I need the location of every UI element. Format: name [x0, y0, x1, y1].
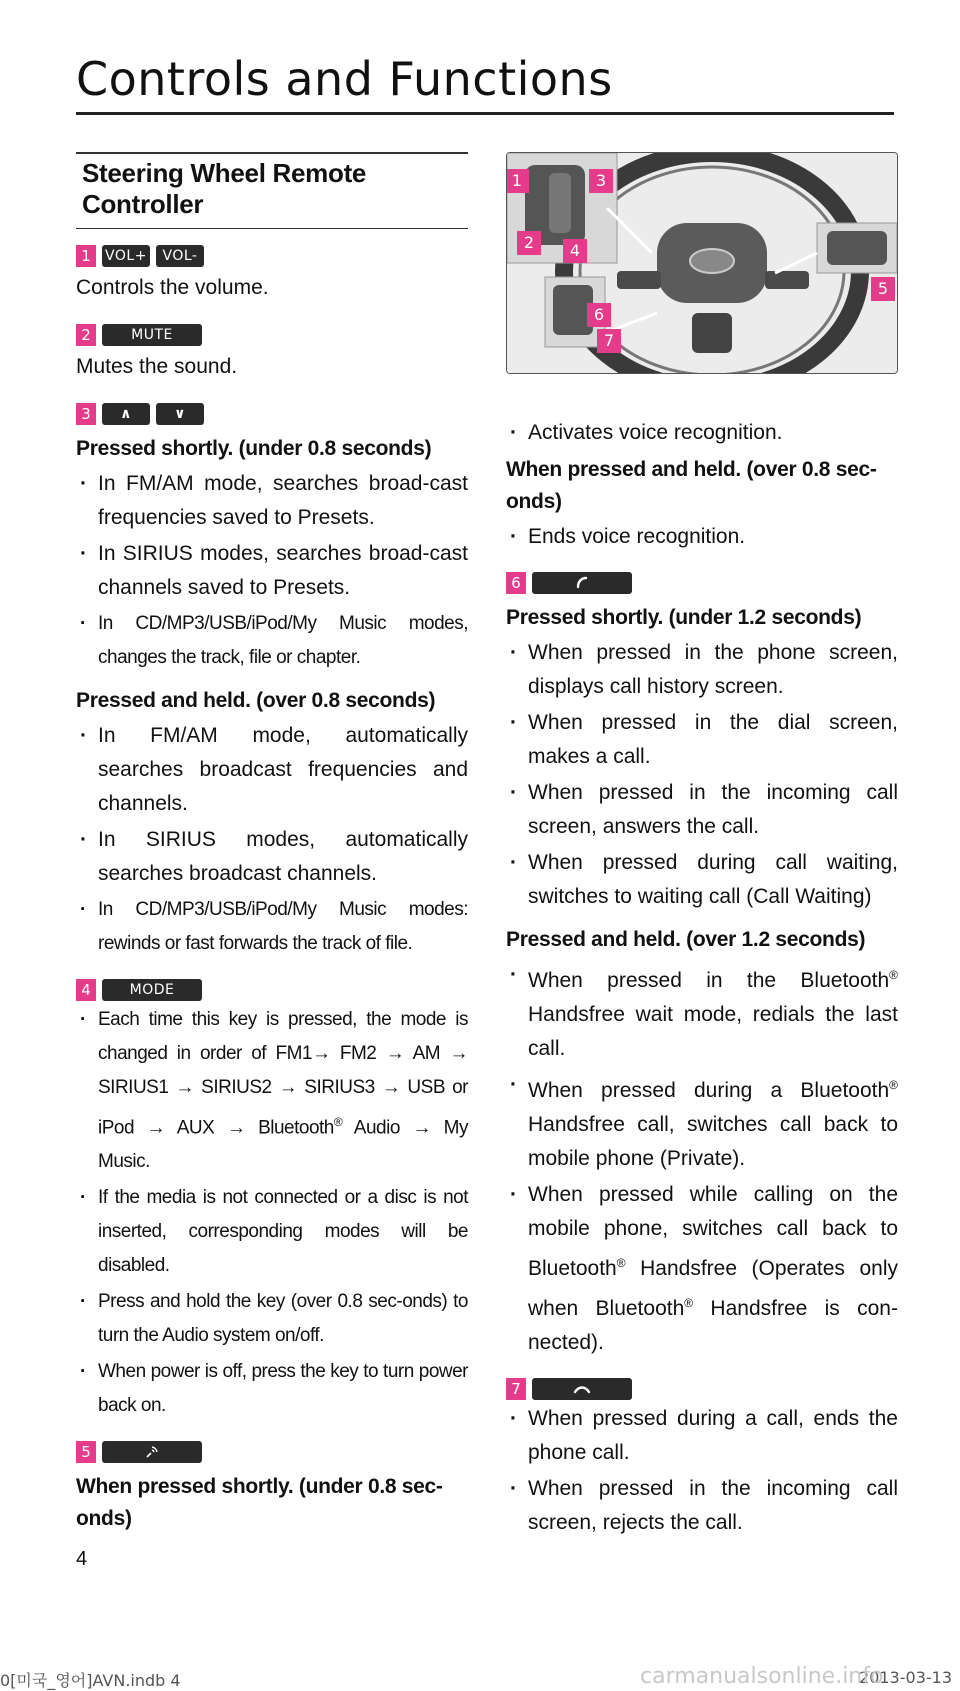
mode-order-text: Each time this key is pressed, the mode is changed in order of FM1→ FM2 → AM → SIRIUS1 → SIRIUS2 → SIRIUS3 → USB or iPod → AUX → Bluetooth — [98, 1009, 468, 1139]
item-4-header — [76, 979, 468, 1001]
item-6-header — [506, 572, 898, 594]
item-number: 4 — [76, 979, 96, 1001]
held-2-text: When pressed during a Bluetooth — [528, 1079, 890, 1102]
end-call-key — [532, 1378, 632, 1400]
item-3-short-head: Pressed shortly. (under 0.8 seconds) — [76, 437, 432, 460]
list-item: · In FM/AM mode, automatically searches broadcast frequencies and channels. — [76, 719, 468, 821]
held-2-tail: Handsfree call, switches call back to mobile phone (Private). — [528, 1113, 898, 1170]
held-3-mid: Handsfree (Operates only when Bluetooth — [528, 1257, 898, 1320]
seek-down-key: ∨ — [156, 403, 204, 425]
vol-up-key: VOL+ — [102, 245, 150, 267]
figure-badge-4: 4 — [563, 239, 587, 263]
steering-wheel-icon — [507, 153, 897, 373]
left-column — [76, 152, 468, 1535]
list-item — [506, 958, 898, 1066]
item-number: 1 — [76, 245, 96, 267]
mute-key: MUTE — [102, 324, 202, 346]
mode-key: MODE — [102, 979, 202, 1001]
list-item — [506, 1178, 898, 1360]
list-item: · When pressed in the dial screen, makes a call. — [506, 706, 898, 774]
footer-date: 2013-03-13 — [859, 1668, 952, 1687]
registered-mark: ® — [684, 1296, 694, 1310]
figure-badge-7: 7 — [597, 329, 621, 353]
item-number: 3 — [76, 403, 96, 425]
list-item: · In CD/MP3/USB/iPod/My Music modes: rewinds or fast forwards the track of file. — [76, 893, 468, 961]
item-5-header — [76, 1441, 468, 1463]
mode-order-tail: Audio → My Music. — [98, 1117, 468, 1173]
list-item: · Ends voice recognition. — [506, 520, 898, 554]
item-3-header — [76, 403, 468, 425]
item-6-short-head: Pressed shortly. (under 1.2 seconds) — [506, 606, 862, 629]
figure-badge-5: 5 — [871, 277, 895, 301]
figure-badge-1: 1 — [506, 169, 529, 193]
item-2-header — [76, 324, 468, 346]
page-title: Controls and Functions — [76, 52, 613, 106]
held-3-text: When pressed while calling on the mobile phone, switches call back to Bluetooth — [528, 1183, 898, 1280]
voice-key — [102, 1441, 202, 1463]
item-3-held-head: Pressed and held. (over 0.8 seconds) — [76, 689, 436, 712]
list-item: · Press and hold the key (over 0.8 sec-onds) to turn the Audio system on/off. — [76, 1285, 468, 1353]
list-item: · In SIRIUS modes, automatically searches broadcast channels. — [76, 823, 468, 891]
item-number: 7 — [506, 1378, 526, 1400]
item-1-desc: Controls the volume. — [76, 276, 269, 299]
registered-mark: ® — [889, 968, 898, 982]
item-number: 5 — [76, 1441, 96, 1463]
end-call-icon — [573, 1382, 591, 1396]
registered-mark: ® — [616, 1256, 626, 1270]
list-item: · Activates voice recognition. — [506, 416, 898, 450]
seek-up-key: ∧ — [102, 403, 150, 425]
item-7-header — [506, 1378, 898, 1400]
item-2-desc: Mutes the sound. — [76, 355, 238, 378]
item-number: 6 — [506, 572, 526, 594]
held-3-tail: Handsfree is con-nected). — [528, 1297, 898, 1354]
held-1-tail: Handsfree wait mode, redials the last call. — [528, 1003, 898, 1060]
list-item: · If the media is not connected or a disc is not inserted, corresponding modes will be disabled. — [76, 1181, 468, 1283]
item-number: 2 — [76, 324, 96, 346]
list-item: · When pressed in the incoming call screen, answers the call. — [506, 776, 898, 844]
list-item: · In FM/AM mode, searches broad-cast frequencies saved to Presets. — [76, 467, 468, 535]
item-5-held-head: When pressed and held. (over 0.8 sec-onds) — [506, 458, 877, 513]
section-title: Steering Wheel Remote Controller — [76, 152, 468, 229]
list-item: · In SIRIUS modes, searches broad-cast channels saved to Presets. — [76, 537, 468, 605]
list-item: · When pressed in the phone screen, displays call history screen. — [506, 636, 898, 704]
item-6-held-head: Pressed and held. (over 1.2 seconds) — [506, 928, 866, 951]
list-item — [76, 1003, 468, 1179]
call-key — [532, 572, 632, 594]
held-1-text: When pressed in the Bluetooth — [528, 969, 890, 992]
page-number: 4 — [76, 1548, 88, 1570]
title-divider — [76, 112, 894, 115]
vol-down-key: VOL- — [156, 245, 204, 267]
figure-badge-3: 3 — [589, 169, 613, 193]
voice-icon — [144, 1444, 160, 1460]
footer-file: 0[미국_영어]AVN.indb 4 — [0, 1671, 181, 1690]
list-item: · When pressed in the incoming call screen, rejects the call. — [506, 1472, 898, 1540]
list-item: · When power is off, press the key to turn power back on. — [76, 1355, 468, 1423]
registered-mark: ® — [333, 1115, 343, 1129]
item-1-header — [76, 245, 468, 267]
list-item: · When pressed during call waiting, switches to waiting call (Call Waiting) — [506, 846, 898, 914]
figure-badge-6: 6 — [587, 303, 611, 327]
registered-mark: ® — [889, 1078, 898, 1092]
watermark: carmanualsonline.info — [640, 1664, 884, 1689]
right-column — [506, 416, 898, 1540]
figure-badge-2: 2 — [517, 231, 541, 255]
list-item — [506, 1068, 898, 1176]
steering-wheel-figure — [506, 152, 898, 374]
item-5-short-head: When pressed shortly. (under 0.8 sec-onds) — [76, 1475, 443, 1531]
call-icon — [574, 575, 590, 591]
list-item: · In CD/MP3/USB/iPod/My Music modes, changes the track, file or chapter. — [76, 607, 468, 675]
list-item: · When pressed during a call, ends the phone call. — [506, 1402, 898, 1470]
